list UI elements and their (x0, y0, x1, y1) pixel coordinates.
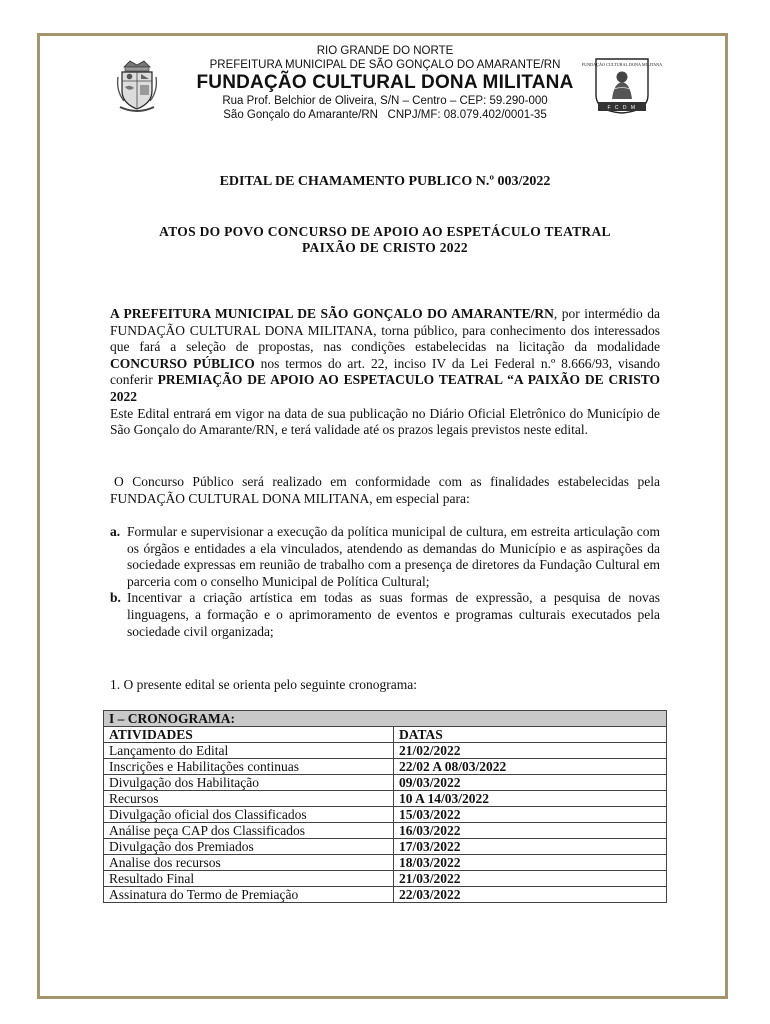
activity-cell: Análise peça CAP dos Classificados (104, 823, 394, 839)
activity-cell: Lançamento do Edital (104, 743, 394, 759)
date-cell: 22/02 A 08/03/2022 (394, 759, 667, 775)
subtitle-line-2: PAIXÃO DE CRISTO 2022 (302, 240, 468, 255)
activity-cell: Assinatura do Termo de Premiação (104, 887, 394, 903)
activity-cell: Recursos (104, 791, 394, 807)
purpose-list (110, 524, 660, 640)
seal-letters: F C D M (607, 105, 637, 111)
intro-lead: A PREFEITURA MUNICIPAL DE SÃO GONÇALO DO AMARANTE/RN (110, 306, 554, 321)
table-row (104, 791, 667, 807)
list-item-text: Incentivar a criação artística em todas as suas formas de expressão, a pesquisa de novas linguagens, a formação e o aprimoramento de eventos e programas culturais executados pela sociedade civil organizada; (127, 590, 660, 639)
column-header-date: DATAS (394, 727, 667, 743)
purpose-paragraph: O Concurso Público será realizado em conformidade com as finalidades estabelecidas pela FUNDAÇÃO CULTURAL DONA MILITANA, em especial para: (110, 474, 660, 506)
intro-text-a: , por intermédio da FUNDAÇÃO CULTURAL DONA MILITANA, torna público, para conhecimento dos interessados que fará a seleção de propostas, nas condições estabelecidas na licitação da modalidade (110, 306, 660, 355)
table-row (104, 743, 667, 759)
validity-paragraph: Este Edital entrará em vigor na data de sua publicação no Diário Oficial Eletrônico do Município de São Gonçalo do Amarante/RN, e terá validade até os prazos legais previstos neste edital. (110, 405, 660, 438)
table-row (104, 807, 667, 823)
edital-title: EDITAL DE CHAMAMENTO PUBLICO N.º 003/2022 (219, 174, 551, 189)
list-item-text: Formular e supervisionar a execução da política municipal de cultura, em estreita articulação com os órgãos e entidades a ela vinculados, atendendo as demandas do Município e as aspirações da sociedade expressas em reunião de trabalho com a presença de diretores da Fundação Cultural em parceria com o conselho Municipal de Política Cultural; (127, 524, 660, 589)
date-cell: 15/03/2022 (394, 807, 667, 823)
table-column-header-row (104, 727, 667, 743)
schedule-intro: 1. O presente edital se orienta pelo seguinte cronograma: (110, 677, 418, 692)
foundation-name: FUNDAÇÃO CULTURAL DONA MILITANA (196, 72, 574, 93)
edital-subtitle (110, 224, 660, 256)
intro-text-b: nos termos do art. 22, inciso IV da Lei Federal n.º 8.666/93, visando conferir (110, 355, 660, 388)
city-cnpj-line: São Gonçalo do Amarante/RN CNPJ/MF: 08.079.402/0001-35 (223, 109, 547, 121)
date-cell: 17/03/2022 (394, 839, 667, 855)
schedule-table (103, 710, 667, 903)
activity-cell: Divulgação dos Habilitação (104, 775, 394, 791)
table-row (104, 887, 667, 903)
intro-bold-modality: CONCURSO PÚBLICO (110, 355, 255, 371)
table-row (104, 823, 667, 839)
subtitle-line-1: ATOS DO POVO CONCURSO DE APOIO AO ESPETÁCULO TEATRAL (159, 224, 611, 239)
activity-cell: Inscrições e Habilitações continuas (104, 759, 394, 775)
table-row (104, 839, 667, 855)
address-line: Rua Prof. Belchior de Oliveira, S/N – Centro – CEP: 59.290-000 (222, 95, 548, 107)
activity-cell: Divulgação oficial dos Classificados (104, 807, 394, 823)
intro-paragraph (110, 306, 660, 439)
letterhead (0, 44, 770, 122)
prefeitura-line: PREFEITURA MUNICIPAL DE SÃO GONÇALO DO AMARANTE/RN (209, 59, 561, 71)
list-marker: a. (110, 524, 121, 539)
date-cell: 16/03/2022 (394, 823, 667, 839)
date-cell: 09/03/2022 (394, 775, 667, 791)
date-cell: 10 A 14/03/2022 (394, 791, 667, 807)
table-row (104, 855, 667, 871)
list-item (110, 590, 660, 640)
table-row (104, 775, 667, 791)
activity-cell: Analise dos recursos (104, 855, 394, 871)
table-row (104, 871, 667, 887)
column-header-activity: ATIVIDADES (104, 727, 394, 743)
table-heading: I – CRONOGRAMA: (104, 711, 667, 727)
date-cell: 22/03/2022 (394, 887, 667, 903)
seal-text: FUNDAÇÃO CULTURAL DONA MILITANA (581, 62, 663, 67)
table-row (104, 759, 667, 775)
activity-cell: Resultado Final (104, 871, 394, 887)
date-cell: 18/03/2022 (394, 855, 667, 871)
table-heading-row (104, 711, 667, 727)
activity-cell: Divulgação dos Premiados (104, 839, 394, 855)
list-item (110, 524, 660, 590)
date-cell: 21/02/2022 (394, 743, 667, 759)
date-cell: 21/03/2022 (394, 871, 667, 887)
state-line: RIO GRANDE DO NORTE (316, 45, 454, 57)
list-marker: b. (110, 590, 121, 606)
intro-bold-award: PREMIAÇÃO DE APOIO AO ESPETACULO TEATRAL “A PAIXÃO DE CRISTO 2022 (110, 372, 660, 404)
